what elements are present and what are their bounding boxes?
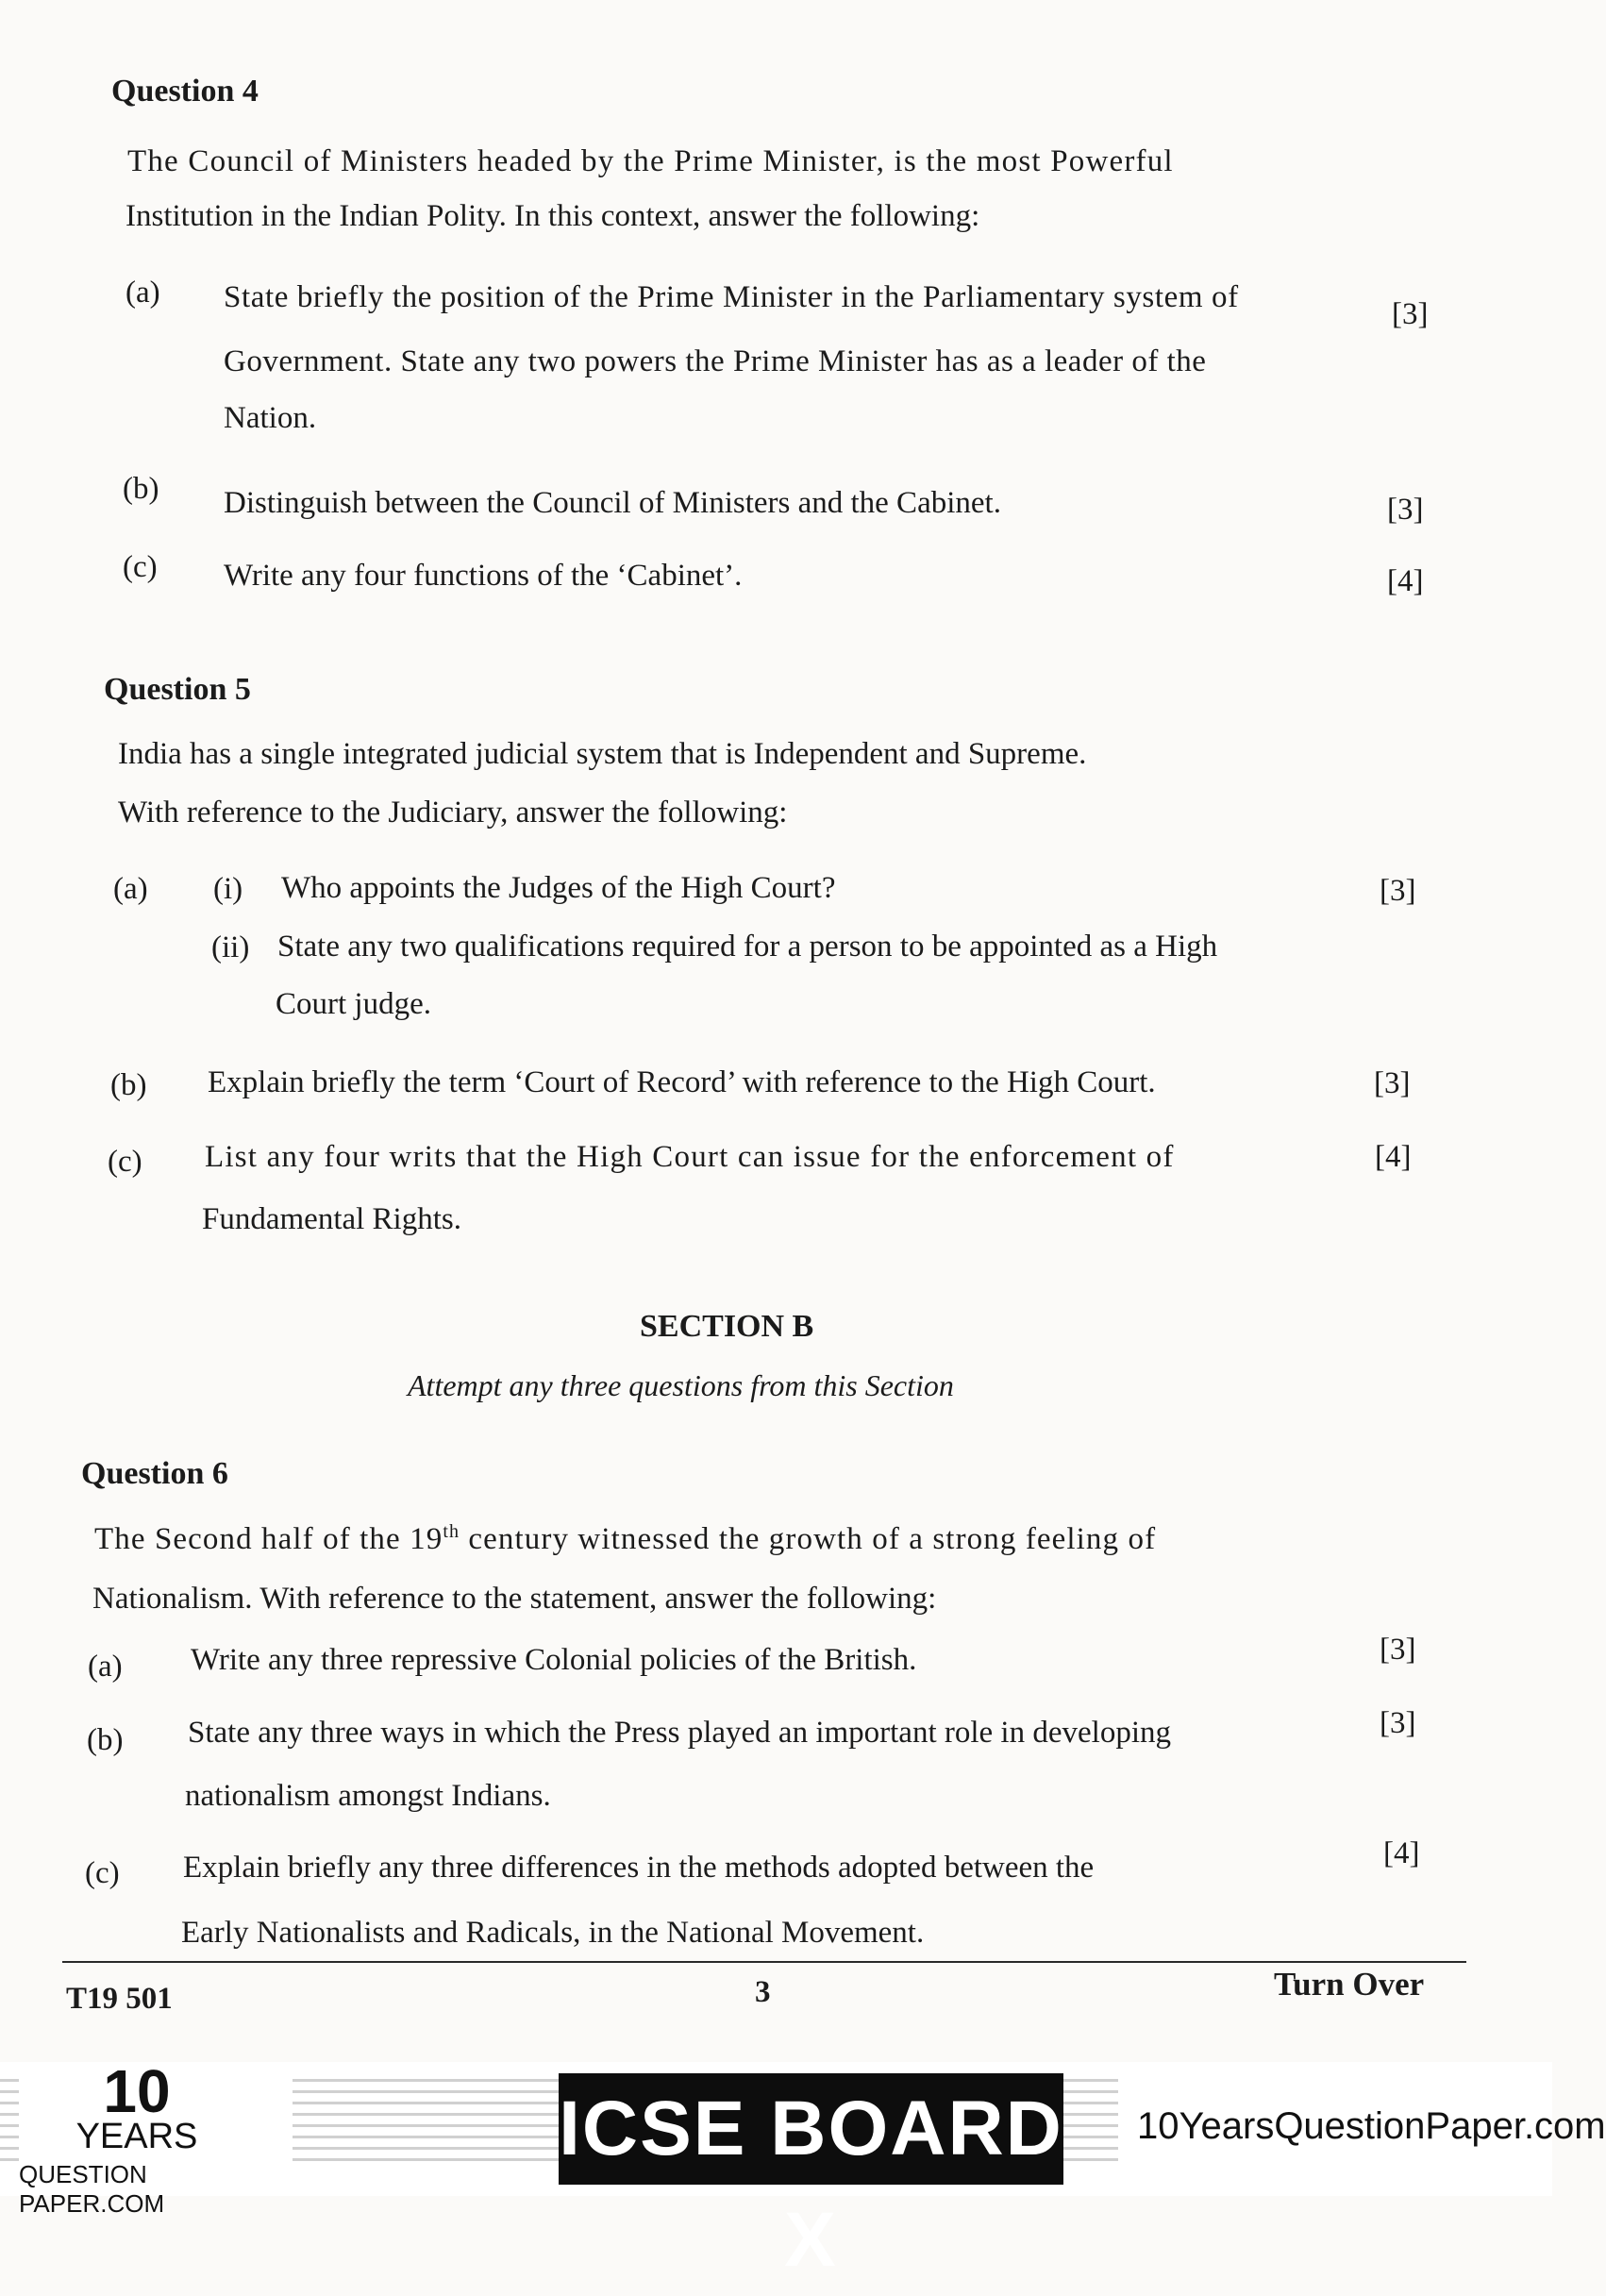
q4-a-line1: State briefly the position of the Prime Minister in the Parliamentary system of [224,280,1239,314]
q6-a-line1: Write any three repressive Colonial policies of the British. [191,1643,917,1677]
q6-b-label: (b) [87,1723,124,1757]
question-4-intro-line1: The Council of Ministers headed by the Prime Minister, is the most Powerful [127,144,1174,178]
q5-b-marks: [3] [1374,1066,1411,1100]
q6-a-label: (a) [88,1650,123,1684]
q5-a-label: (a) [113,872,148,906]
q5-c-line1: List any four writs that the High Court can issue for the enforcement of [205,1140,1175,1174]
question-5-intro-line1: India has a single integrated judicial system that is Independent and Supreme. [118,737,1087,771]
q4-c-line1: Write any four functions of the ‘Cabinet’. [224,559,743,593]
board-title: ICSE BOARD X [559,2073,1063,2185]
q5-b-label: (b) [110,1068,147,1102]
logo-years: YEARS [75,2117,198,2156]
site-url[interactable]: 10YearsQuestionPaper.com [1137,2105,1606,2147]
question-5-heading: Question 5 [104,672,251,707]
q5-c-line2: Fundamental Rights. [202,1202,461,1236]
q6-b-line1: State any three ways in which the Press played an important role in developing [188,1716,1171,1750]
q4-b-label: (b) [123,472,159,506]
q6-b-marks: [3] [1380,1706,1416,1740]
q4-c-label: (c) [123,550,158,584]
question-6-intro-line2: Nationalism. With reference to the statement, answer the following: [92,1582,937,1616]
q6-intro-part1: The Second half of the 19 [94,1522,443,1556]
q4-b-marks: [3] [1387,493,1424,527]
q5-a-i-text: Who appoints the Judges of the High Court? [281,871,836,905]
question-6-heading: Question 6 [81,1456,228,1491]
q4-a-line2: Government. State any two powers the Prime Minister has as a leader of the [224,344,1207,378]
q5-b-line1: Explain briefly the term ‘Court of Record’ with reference to the High Court. [208,1065,1156,1099]
q6-c-line1: Explain briefly any three differences in the methods adopted between the [183,1851,1095,1885]
q6-c-label: (c) [85,1856,120,1890]
footer-rule [62,1961,1466,1963]
page-number: 3 [755,1975,771,2009]
q5-c-marks: [4] [1375,1140,1412,1174]
site-url-box [1118,2062,1606,2196]
q5-c-label: (c) [108,1145,142,1179]
paper-code: T19 501 [66,1982,173,2016]
q6-a-marks: [3] [1380,1633,1416,1667]
question-4-intro-line2: Institution in the Indian Polity. In this context, answer the following: [125,199,980,233]
q5-a-marks: [3] [1380,874,1416,908]
q5-a-ii-line1: State any two qualifications required for a person to be appointed as a High [277,930,1218,964]
section-b-title: SECTION B [640,1309,814,1344]
site-logo [19,2057,293,2218]
q6-intro-part2: century witnessed the growth of a strong feeling of [460,1522,1157,1556]
turn-over-label: Turn Over [1274,1966,1425,2003]
question-4-heading: Question 4 [111,74,259,109]
q6-intro-superscript: th [443,1521,460,1542]
q5-a-i-label: (i) [213,872,243,906]
question-6-intro-line1 [94,1502,1156,1568]
q4-a-line3: Nation. [224,401,317,435]
section-b-instruction: Attempt any three questions from this Section [408,1368,954,1402]
q4-a-label: (a) [125,276,160,310]
q5-a-ii-line2: Court judge. [276,987,431,1021]
q6-c-marks: [4] [1383,1836,1420,1870]
logo-number: 10 [103,2057,171,2125]
q4-b-line1: Distinguish between the Council of Ministers and the Cabinet. [224,486,1001,520]
site-banner [0,2057,1606,2283]
question-5-intro-line2: With reference to the Judiciary, answer the following: [118,796,788,830]
logo-site: QUESTION PAPER.COM [19,2160,165,2218]
q6-c-line2: Early Nationalists and Radicals, in the National Movement. [181,1916,925,1950]
q4-a-marks: [3] [1392,297,1429,331]
q4-c-marks: [4] [1387,564,1424,598]
q5-a-ii-label: (ii) [211,930,250,964]
q6-b-line2: nationalism amongst Indians. [185,1779,551,1813]
